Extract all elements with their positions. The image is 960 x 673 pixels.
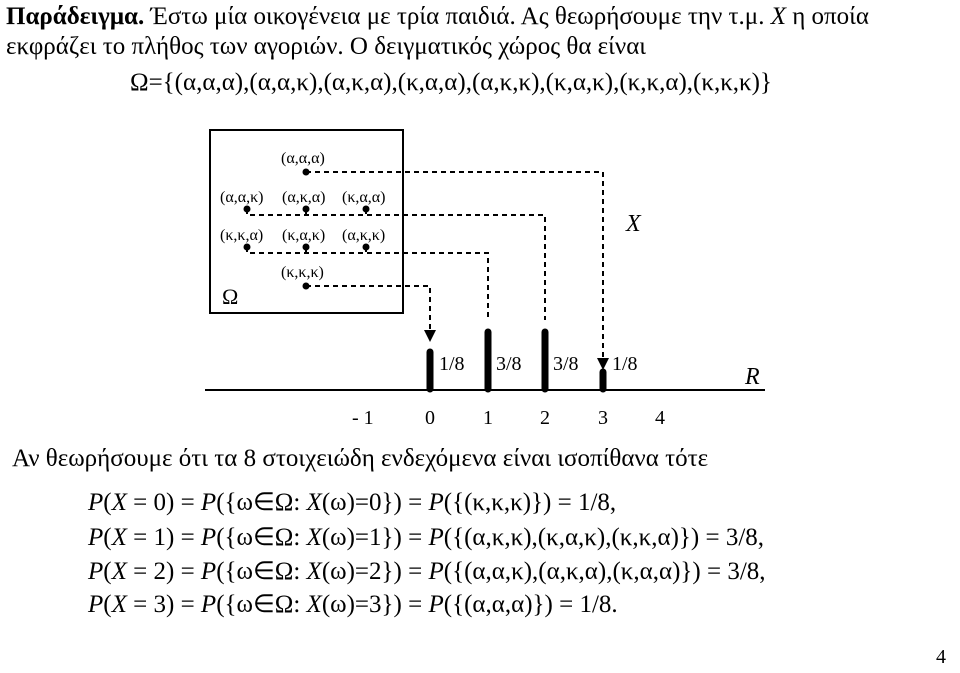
- outcome-aka: (α,κ,α): [282, 189, 326, 206]
- tick-label-1: 1: [483, 407, 493, 429]
- prob-label-1: 3/8: [496, 353, 522, 375]
- equation-x3: [88, 590, 618, 620]
- eq-var: X: [111, 524, 127, 551]
- equation-x2: [88, 557, 766, 587]
- outcome-akk: (α,κ,κ): [342, 227, 386, 244]
- omega-label: Ω: [222, 284, 239, 309]
- eq-text: (ω)=3}) =: [321, 591, 429, 618]
- eq-text: ({(α,α,α)}) = 1/8.: [443, 591, 618, 618]
- tick-label-2: 2: [540, 407, 550, 429]
- eq-var: X: [111, 489, 127, 516]
- arrow-0: [424, 330, 436, 342]
- prob-label-0: 1/8: [439, 353, 465, 375]
- tick-label-4: 4: [655, 407, 665, 429]
- r-label: R: [745, 364, 760, 390]
- eq-p: P: [88, 489, 104, 516]
- eq-text: = 1) =: [126, 524, 201, 551]
- outcome-kka: (κ,κ,α): [220, 227, 264, 244]
- equiprobable-sentence: Αν θεωρήσουμε ότι τα 8 στοιχειώδη ενδεχόμενα είναι ισοπίθανα τότε: [12, 445, 709, 472]
- eq-text: (: [103, 591, 112, 618]
- eq-text: ({ω∈Ω:: [216, 524, 307, 551]
- outcome-aak: (α,α,κ): [220, 189, 264, 206]
- eq-var: X: [306, 524, 322, 551]
- eq-text: = 3) =: [126, 591, 201, 618]
- eq-p: P: [88, 524, 104, 551]
- eq-text: (: [103, 558, 112, 585]
- eq-p: P: [428, 489, 444, 516]
- intro-var: X: [770, 3, 786, 30]
- eq-p: P: [428, 591, 444, 618]
- sample-space: Ω={(α,α,α),(α,α,κ),(α,κ,α),(κ,α,α),(α,κ,κ),(κ,α,κ),(κ,κ,α),(κ,κ,κ)}: [130, 69, 772, 96]
- eq-text: = 2) =: [126, 558, 201, 585]
- eq-text: (: [103, 524, 112, 551]
- prob-label-2: 3/8: [553, 353, 579, 375]
- outcome-kkk: (κ,κ,κ): [281, 264, 324, 281]
- eq-var: X: [306, 489, 322, 516]
- arrow-3: [597, 358, 609, 370]
- eq-p: P: [200, 591, 217, 618]
- example-heading: Παράδειγμα.: [6, 3, 145, 30]
- equation-x1: [88, 523, 764, 553]
- eq-p: P: [200, 524, 217, 551]
- intro-text-2: η οποία: [785, 3, 870, 30]
- intro-text-1: Έστω μία οικογένεια με τρία παιδιά. Ας θεωρήσουμε την τ.μ.: [144, 3, 771, 30]
- eq-text: (: [103, 489, 112, 516]
- eq-text: ({(α,κ,κ),(κ,α,κ),(κ,κ,α)}) = 3/8,: [443, 524, 765, 551]
- eq-text: ({ω∈Ω:: [216, 489, 307, 516]
- eq-text: (ω)=2}) =: [321, 558, 429, 585]
- tick-label-0: 0: [425, 407, 435, 429]
- tick-label-neg1: - 1: [352, 407, 374, 429]
- equation-x0: [88, 488, 616, 518]
- outcome-kak: (κ,α,κ): [282, 227, 326, 244]
- eq-var: X: [111, 591, 127, 618]
- eq-var: X: [111, 558, 127, 585]
- eq-p: P: [88, 591, 104, 618]
- map-line-1: [247, 247, 488, 320]
- eq-text: (ω)=1}) =: [321, 524, 429, 551]
- outcome-kaa: (κ,α,α): [342, 189, 386, 206]
- prob-label-3: 1/8: [612, 353, 638, 375]
- tick-label-3: 3: [598, 407, 608, 429]
- eq-text: ({ω∈Ω:: [216, 591, 307, 618]
- eq-p: P: [200, 489, 217, 516]
- eq-var: X: [306, 558, 322, 585]
- page-number: 4: [936, 646, 946, 668]
- eq-text: ({(κ,κ,κ)}) = 1/8,: [443, 489, 617, 516]
- eq-text: ({(α,α,κ),(α,κ,α),(κ,α,α)}) = 3/8,: [443, 558, 766, 585]
- map-line-0: [306, 286, 430, 330]
- eq-var: X: [306, 591, 322, 618]
- intro-line-2: εκφράζει το πλήθος των αγοριών. Ο δειγματικός χώρος θα είναι: [6, 33, 647, 60]
- eq-text: ({ω∈Ω:: [216, 558, 307, 585]
- eq-p: P: [428, 558, 444, 585]
- eq-p: P: [200, 558, 217, 585]
- eq-p: P: [88, 558, 104, 585]
- x-label: X: [626, 211, 641, 237]
- outcome-aaa: (α,α,α): [281, 150, 325, 167]
- eq-text: = 0) =: [126, 489, 201, 516]
- eq-text: (ω)=0}) =: [321, 489, 429, 516]
- eq-p: P: [428, 524, 444, 551]
